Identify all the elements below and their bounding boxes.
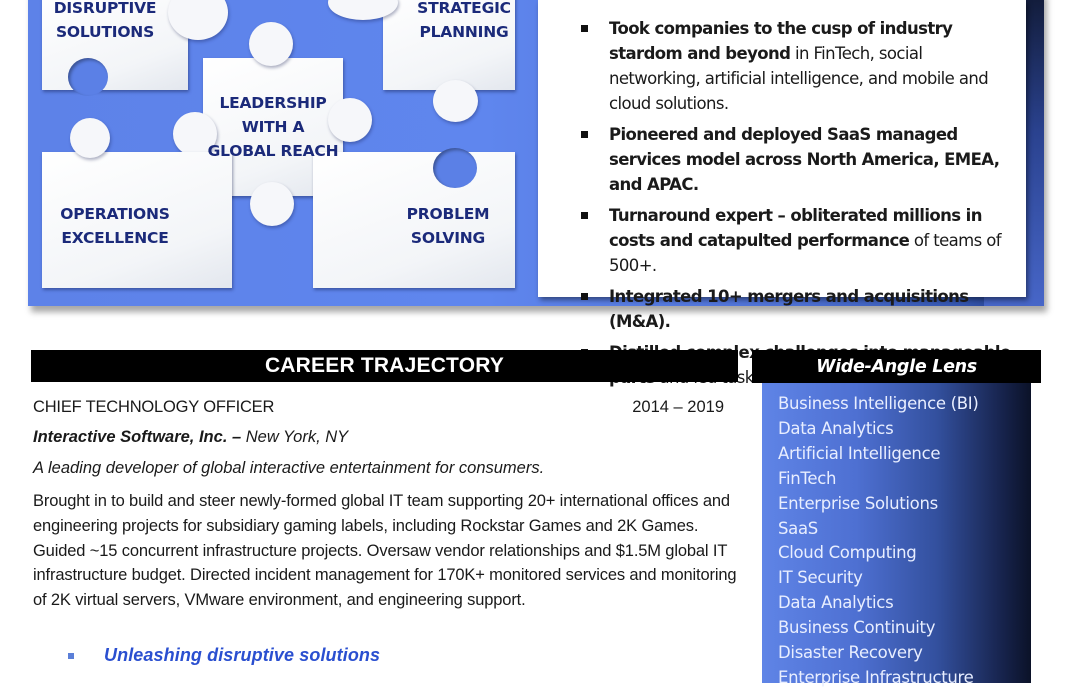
lens-item: Data Analytics <box>778 418 894 438</box>
achievement-item: Turnaround expert – obliterated millions in costs and catapulted performance of teams of 500+. <box>564 203 1012 278</box>
lens-item: Enterprise Infrastructure <box>778 667 974 687</box>
lens-item: Business Continuity <box>778 618 936 638</box>
puzzle-knob <box>250 182 294 226</box>
lens-item: Business Intelligence (BI) <box>778 394 979 413</box>
puzzle-graphic <box>28 0 548 306</box>
achievements-card <box>538 0 1026 331</box>
square-bullet-icon <box>581 131 588 138</box>
lens-panel <box>762 383 1031 687</box>
achievement-item: Integrated 10+ mergers and acquisitions (M&A). <box>564 284 1012 334</box>
puzzle-piece-strategic <box>383 0 515 90</box>
square-bullet-icon <box>581 212 588 219</box>
achievements-list <box>564 16 1012 390</box>
lens-item: IT Security <box>778 568 863 588</box>
square-bullet-icon <box>68 653 74 659</box>
lens-item: FinTech <box>778 468 837 488</box>
company-location: New York, NY <box>241 428 349 446</box>
puzzle-hole <box>433 148 477 188</box>
puzzle-label: LEADERSHIP WITH A GLOBAL REACH <box>207 94 339 160</box>
job-dates: 2014 – 2019 <box>632 398 724 416</box>
square-bullet-icon <box>581 293 588 300</box>
lens-item: Data Analytics <box>778 593 894 613</box>
lens-list <box>778 392 1031 691</box>
puzzle-label: OPERATIONS EXCELLENCE <box>60 205 170 247</box>
lens-item: Enterprise Solutions <box>778 493 938 513</box>
lens-item: Artificial Intelligence <box>778 443 941 463</box>
lens-heading: Wide-Angle Lens <box>752 350 1041 383</box>
puzzle-knob <box>433 80 478 122</box>
puzzle-piece-operations <box>42 152 232 288</box>
company-line <box>33 428 348 447</box>
career-section-heading: CAREER TRAJECTORY <box>31 350 738 382</box>
puzzle-knob <box>70 118 110 158</box>
achievement-item: Pioneered and deployed SaaS managed services model across North America, EMEA, and APAC. <box>564 122 1012 197</box>
company-tagline: A leading developer of global interactive entertainment for consumers. <box>33 459 545 477</box>
puzzle-label: DISRUPTIVE SOLUTIONS <box>53 0 157 41</box>
company-name: Interactive Software, Inc. – <box>33 428 242 446</box>
square-bullet-icon <box>581 25 588 32</box>
achievement-item: Took companies to the cusp of industry stardom and beyond in FinTech, social networking, artificial intelligence, and mobile and cloud solutions. <box>564 16 1012 116</box>
job-description: Brought in to build and steer newly-formed global IT team supporting 20+ international offices and engineering projects for subsidiary gaming labels, including Rockstar Games and 2K Games. Guided ~15 concurrent infrastructure projects. Oversaw vendor relationships and $1.5M global IT infrastructure budget. Directed incident management for 170K+ monitored services and monitoring of 2K virtual servers, VMware environment, and engineering support. <box>33 492 737 610</box>
puzzle-piece-disruptive <box>42 0 188 90</box>
job-highlight <box>68 645 380 666</box>
lens-item: SaaS <box>778 518 818 538</box>
puzzle-hole <box>68 58 108 96</box>
puzzle-piece-problem <box>313 152 515 288</box>
skills-banner <box>28 0 1044 331</box>
lens-item: Disaster Recovery <box>778 643 923 663</box>
job-title: CHIEF TECHNOLOGY OFFICER <box>33 398 275 416</box>
lens-item: Cloud Computing <box>778 543 917 563</box>
puzzle-label: STRATEGIC PLANNING <box>417 0 511 41</box>
puzzle-knob <box>249 22 293 66</box>
highlight-text: Unleashing disruptive solutions <box>104 645 381 665</box>
puzzle-label: PROBLEM SOLVING <box>406 205 490 247</box>
